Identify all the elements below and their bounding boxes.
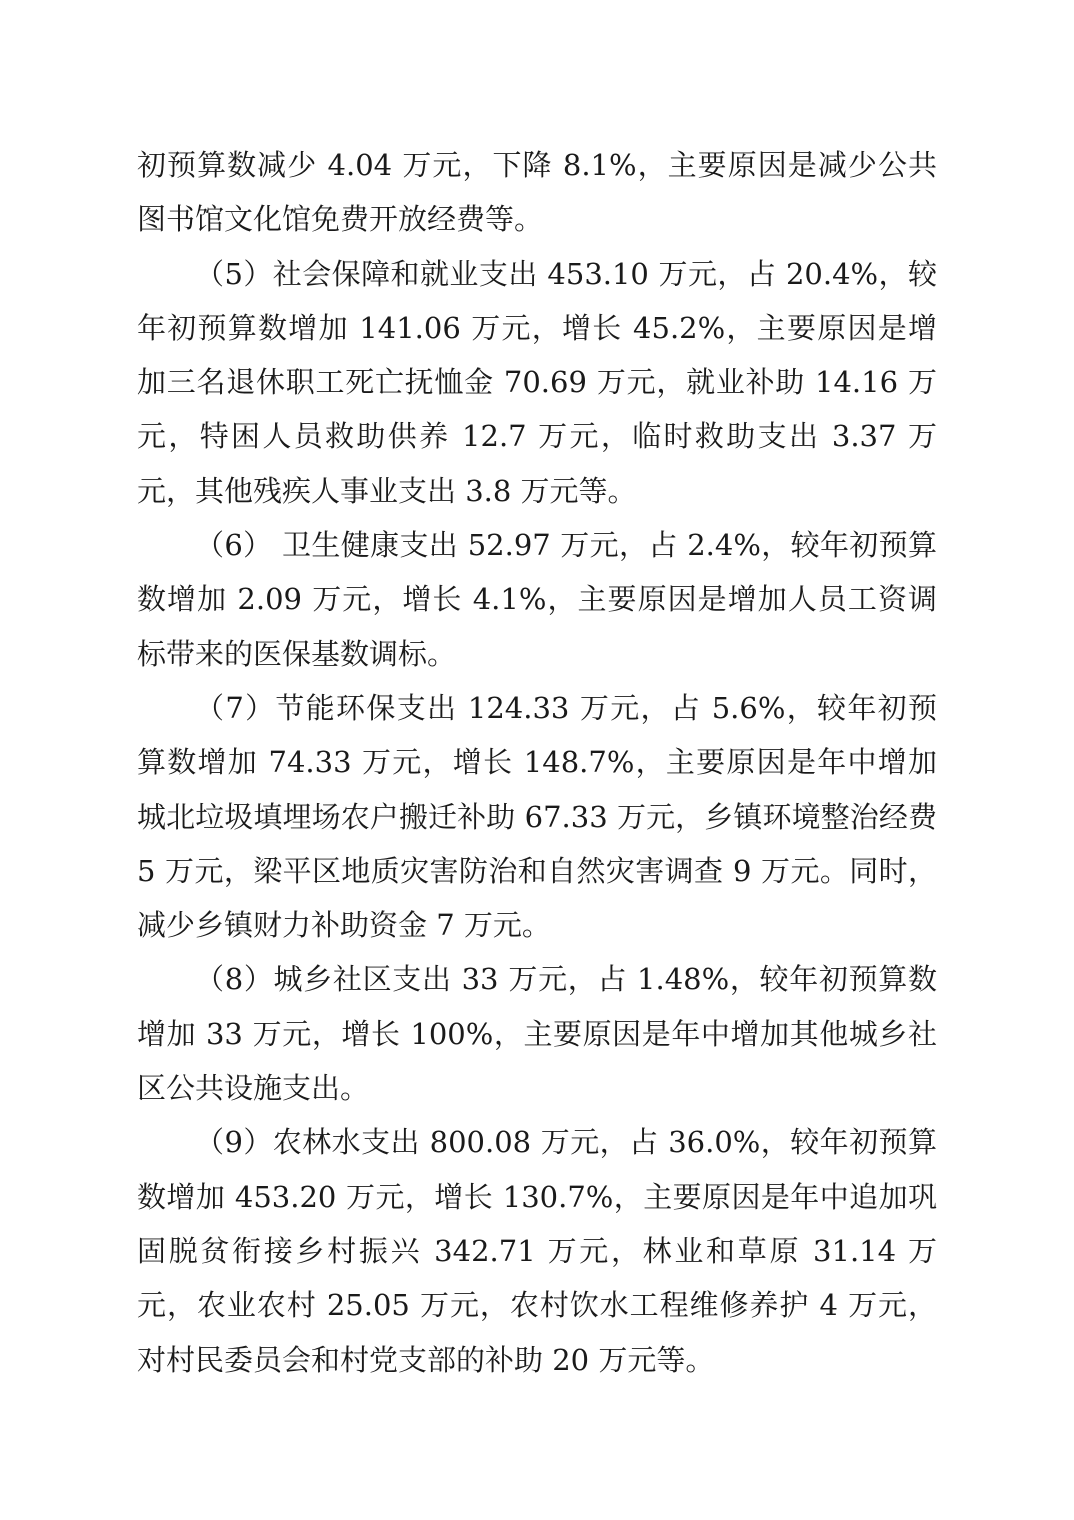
document-body bbox=[137, 138, 937, 1387]
paragraph-3: （6） 卫生健康支出 52.97 万元，占 2.4%，较年初预算数增加 2.09 万元，增长 4.1%，主要原因是增加人员工资调标带来的医保基数调标。 bbox=[137, 528, 937, 671]
paragraph-6: （9）农林水支出 800.08 万元，占 36.0%，较年初预算数增加 453.20 万元，增长 130.7%，主要原因是年中追加巩固脱贫衔接乡村振兴 342.71 万元，林业和草原 31.14 万元，农业农村 25.05 万元，农村饮水工程维修养护 4 万元，对村民委员会和村党支部的补助 20 万元等。 bbox=[137, 1125, 937, 1377]
paragraph-5: （8）城乡社区支出 33 万元，占 1.48%，较年初预算数增加 33 万元，增长 100%，主要原因是年中增加其他城乡社区公共设施支出。 bbox=[137, 962, 937, 1106]
paragraph-1: 初预算数减少 4.04 万元，下降 8.1%，主要原因是减少公共图书馆文化馆免费开放经费等。 bbox=[137, 148, 937, 237]
paragraph-4: （7）节能环保支出 124.33 万元，占 5.6%，较年初预算数增加 74.33 万元，增长 148.7%，主要原因是年中增加城北垃圾填埋场农户搬迁补助 67.33 万元，乡镇环境整治经费 5 万元，梁平区地质灾害防治和自然灾害调查 9 万元。同时，减少乡镇财力补助资金 7 万元。 bbox=[137, 690, 937, 943]
paragraph-2: （5）社会保障和就业支出 453.10 万元，占 20.4%，较年初预算数增加 141.06 万元，增长 45.2%，主要原因是增加三名退休职工死亡抚恤金 70.69 万元，就业补助 14.16 万元，特困人员救助供养 12.7 万元，临时救助支出 3.37 万元，其他残疾人事业支出 3.8 万元等。 bbox=[137, 256, 937, 508]
